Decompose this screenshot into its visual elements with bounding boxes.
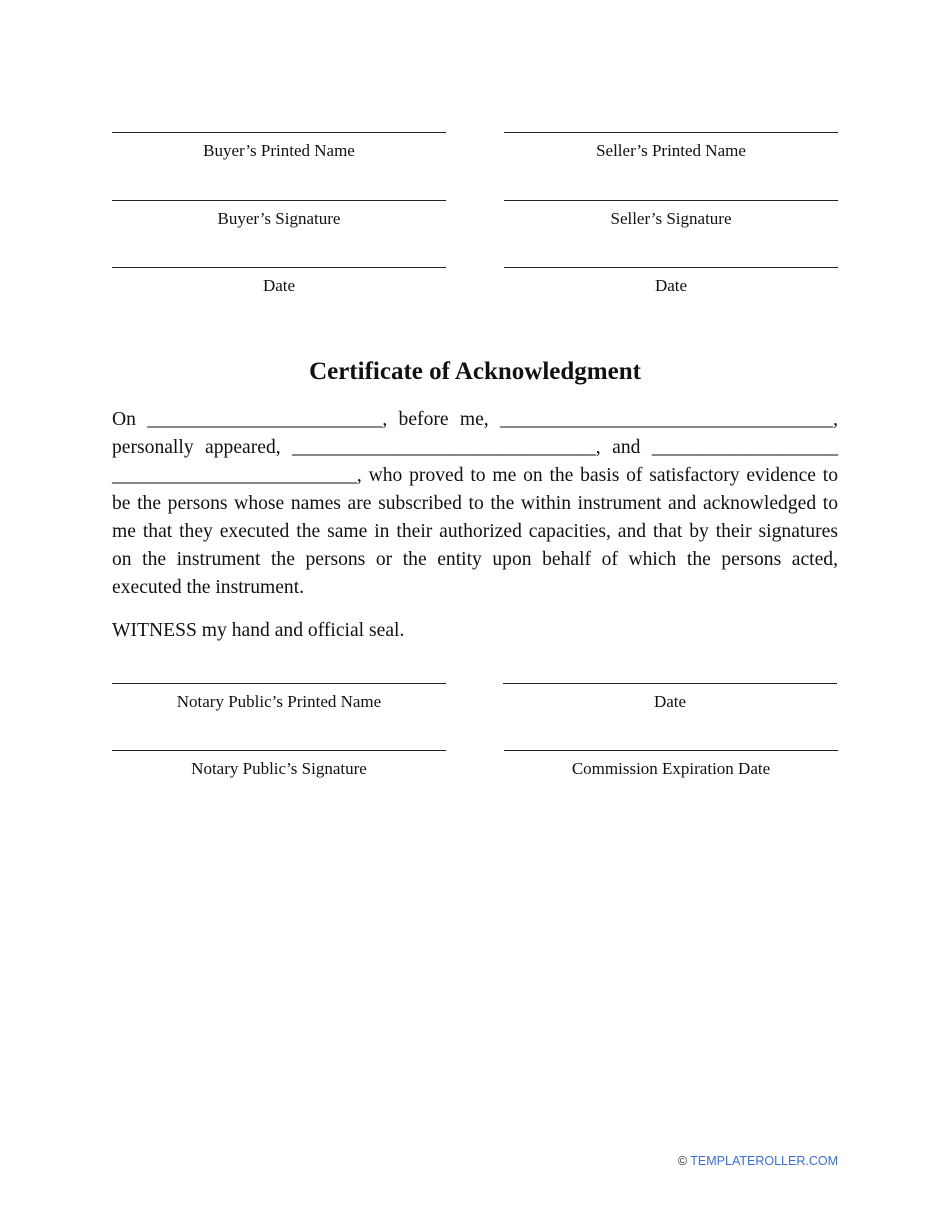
certificate-title: Certificate of Acknowledgment	[309, 358, 641, 385]
signature-line	[504, 200, 838, 201]
notary-date-label: Date	[653, 692, 687, 711]
paragraph-line: personally appeared, _______________________________, and ___________________	[112, 437, 838, 458]
signature-line	[112, 683, 446, 684]
signature-line	[112, 200, 446, 201]
copyright-symbol: ©	[677, 1154, 688, 1168]
notary-printed-name-block	[112, 683, 446, 712]
buyer-date-block	[112, 267, 446, 296]
buyer-date-label: Date	[262, 276, 296, 295]
seller-date-block	[504, 267, 838, 296]
notary-signature-block	[112, 750, 446, 779]
notary-signature-label: Notary Public’s Signature	[191, 759, 367, 778]
signature-line	[112, 267, 446, 268]
seller-signature-label: Seller’s Signature	[610, 209, 732, 228]
buyer-signature-label: Buyer’s Signature	[217, 209, 341, 228]
footer-credit	[678, 1154, 838, 1168]
seller-printed-name-block	[504, 132, 838, 161]
paragraph-line: executed the instrument.	[112, 577, 305, 598]
signature-line	[504, 132, 838, 133]
signature-line	[112, 750, 446, 751]
commission-expiration-label: Commission Expiration Date	[571, 759, 771, 778]
seller-signature-block	[504, 200, 838, 229]
seller-date-label: Date	[654, 276, 688, 295]
templateroller-link[interactable]: TEMPLATEROLLER.COM	[690, 1154, 838, 1168]
paragraph-line: be the persons whose names are subscribed to the within instrument and acknowledged to	[112, 493, 838, 514]
buyer-printed-name-label: Buyer’s Printed Name	[203, 141, 355, 160]
buyer-signature-block	[112, 200, 446, 229]
paragraph-line: _________________________, who proved to me on the basis of satisfactory evidence to	[112, 465, 838, 486]
seller-printed-name-label: Seller’s Printed Name	[596, 141, 746, 160]
signature-line	[504, 267, 838, 268]
acknowledgment-paragraph	[112, 406, 838, 602]
witness-statement: WITNESS my hand and official seal.	[112, 620, 405, 641]
commission-expiration-block	[504, 750, 838, 779]
notary-printed-name-label: Notary Public’s Printed Name	[176, 692, 382, 711]
signature-line	[112, 132, 446, 133]
paragraph-line: on the instrument the persons or the entity upon behalf of which the persons acted,	[112, 549, 838, 570]
buyer-printed-name-block	[112, 132, 446, 161]
signature-line	[503, 683, 837, 684]
signature-line	[504, 750, 838, 751]
paragraph-line: me that they executed the same in their authorized capacities, and that by their signatures	[112, 521, 838, 542]
notary-date-block	[503, 683, 837, 712]
paragraph-line: On ________________________, before me, __________________________________,	[112, 409, 838, 430]
